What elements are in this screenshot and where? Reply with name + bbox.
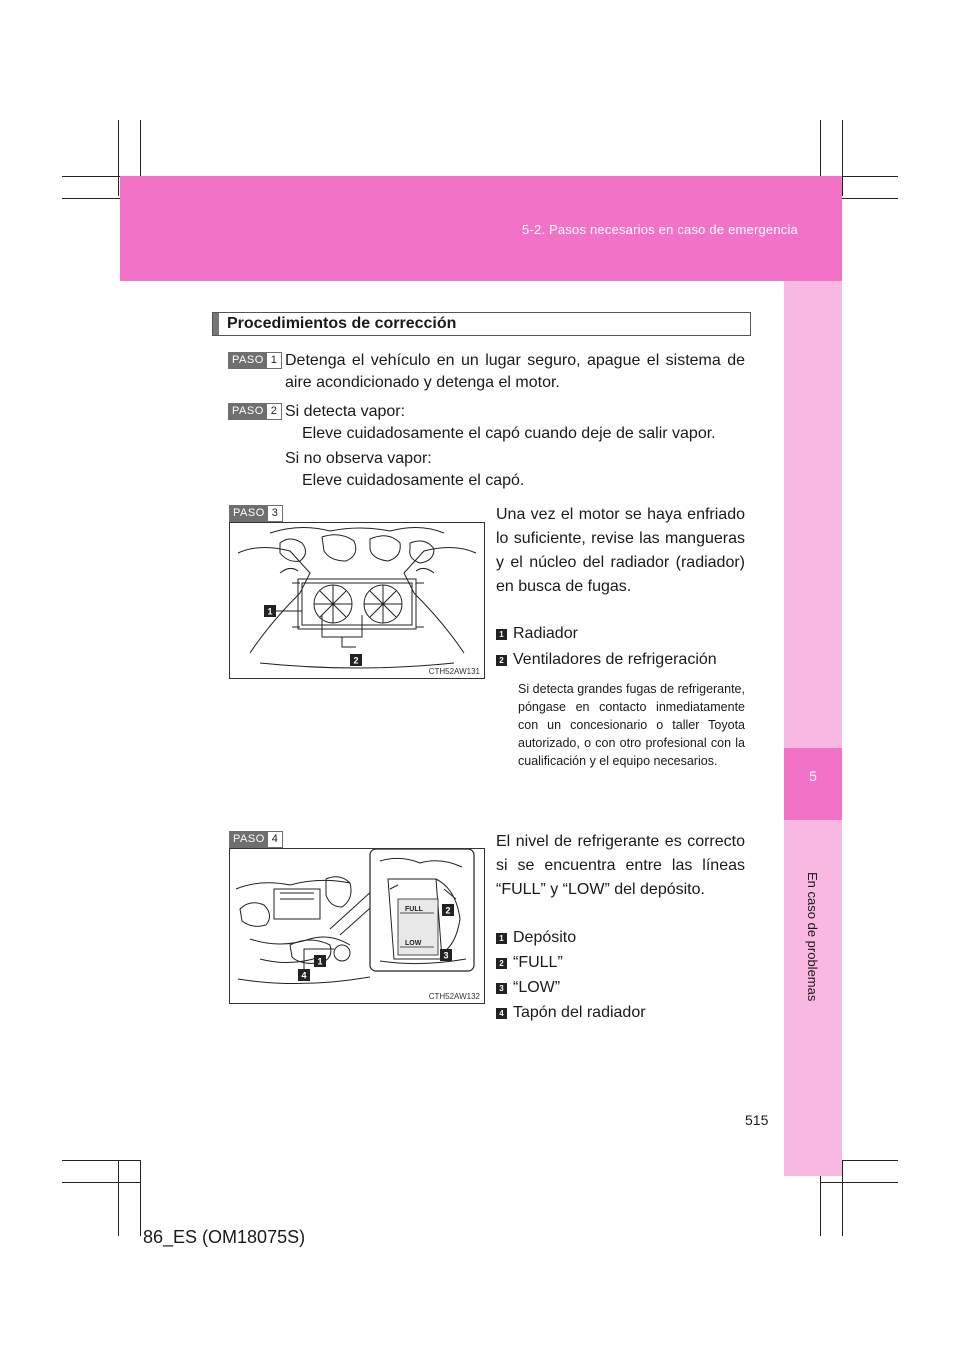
section-heading-text: Procedimientos de corrección xyxy=(227,315,457,332)
crop-mark xyxy=(118,1160,119,1236)
chapter-number: 5 xyxy=(809,768,817,784)
coolant-tank-drawing xyxy=(230,849,484,1003)
crop-mark xyxy=(62,1160,140,1161)
crop-mark xyxy=(820,1182,898,1183)
step-3-text: Una vez el motor se haya enfriado lo suficiente, revise las mangueras y el núcleo del radiador (radiador) en busca de fugas. xyxy=(496,506,745,595)
crop-mark xyxy=(842,1160,843,1236)
page-number: 515 xyxy=(745,1112,769,1128)
crop-mark xyxy=(62,1182,140,1183)
step-badge: PASO 1 xyxy=(228,352,282,369)
chapter-number-block xyxy=(784,748,842,820)
section-heading xyxy=(212,312,751,336)
step-badge: PASO 4 xyxy=(229,831,283,848)
coolant-tank-illustration xyxy=(229,848,485,1004)
step-4-text: El nivel de refrigerante es correcto si se encuentra entre las líneas “FULL” y “LOW” del depósito. xyxy=(496,833,745,898)
step-2-case-b-text: Eleve cuidadosamente el capó. xyxy=(302,472,525,489)
step-2-case-a-text: Eleve cuidadosamente el capó cuando deje de salir vapor. xyxy=(302,425,716,442)
radiator-illustration xyxy=(229,522,485,679)
step-2-case-a: Si detecta vapor: xyxy=(285,403,406,420)
tank-full-label: FULL xyxy=(405,906,423,913)
heading-accent-bar xyxy=(213,313,219,335)
warning-note: Si detecta grandes fugas de refrigerante, póngase en contacto inmediatamente con un concesionario o taller Toyota autorizado, o con otro profesional con la cualificación y el equipo necesarios. xyxy=(518,682,745,768)
figure-code: CTH52AW132 xyxy=(428,992,480,1001)
svg-text:4: 4 xyxy=(301,970,307,981)
page-header xyxy=(120,176,842,281)
crop-mark xyxy=(118,120,119,196)
svg-text:2: 2 xyxy=(353,655,359,666)
legend-item: 1 Radiador xyxy=(496,624,578,644)
tank-low-label: LOW xyxy=(405,940,422,947)
crop-mark xyxy=(140,1160,141,1236)
legend-item: 1 Depósito xyxy=(496,928,576,948)
svg-text:2: 2 xyxy=(445,905,451,916)
svg-text:1: 1 xyxy=(317,956,323,967)
chapter-side-tab xyxy=(784,281,842,1176)
step-2-case-b: Si no observa vapor: xyxy=(285,450,432,467)
radiator-drawing xyxy=(230,523,484,678)
step-1-text: Detenga el vehículo en un lugar seguro, apague el sistema de aire acondicionado y detenga el motor. xyxy=(285,352,745,391)
legend-item: 4 Tapón del radiador xyxy=(496,1003,646,1023)
crop-mark xyxy=(842,120,843,196)
svg-text:1: 1 xyxy=(267,606,273,617)
step-badge: PASO 2 xyxy=(228,403,282,420)
legend-item: 2 “FULL” xyxy=(496,953,563,973)
figure-code: CTH52AW131 xyxy=(428,667,480,676)
legend-item: 2 Ventiladores de refrigeración xyxy=(496,650,717,670)
step-badge: PASO 3 xyxy=(229,505,283,522)
document-code: 86_ES (OM18075S) xyxy=(143,1227,306,1247)
svg-text:3: 3 xyxy=(443,950,449,961)
header-section-title: 5-2. Pasos necesarios en caso de emergencia xyxy=(522,222,798,237)
chapter-title: En caso de problemas xyxy=(805,872,820,1002)
legend-item: 3 “LOW” xyxy=(496,978,560,998)
